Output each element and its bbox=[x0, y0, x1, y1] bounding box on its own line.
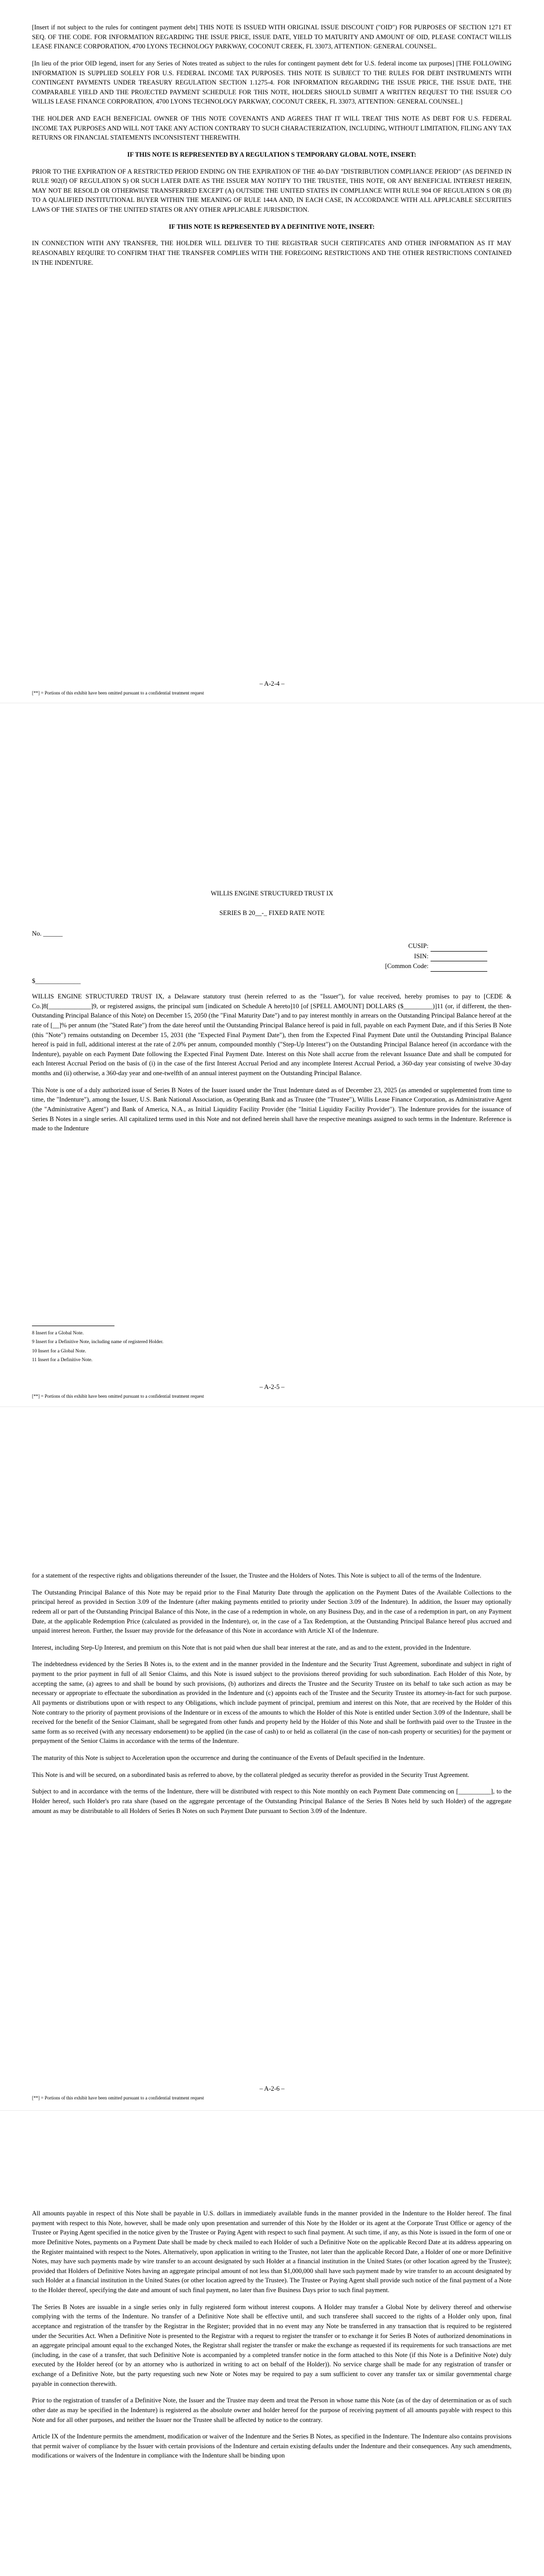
overdue-interest-paragraph: Interest, including Step-Up Interest, and premium on this Note that is not paid when due shall bear interest at the rate, and as and to the extent, provided in the Indenture. bbox=[32, 1643, 471, 1651]
page-number: – A-2-6 – bbox=[259, 2085, 285, 2092]
isin-blank bbox=[431, 952, 487, 962]
security-paragraph: This Note is and will be secured, on a subordinated basis as referred to above, by the collateral pledged as security therefor as provided in the Security Trust Agreement. bbox=[32, 1771, 470, 1778]
contingent-payment-legend-paragraph: [In lieu of the prior OID legend, insert for any Series of Notes treated as subject to the rules for contingent payment debt for U.S. federal income tax purposes] [THE FOLLOWING INFORMATION IS SUPPLIED SOLELY FOR U.S. FEDERAL INCOME TAX PURPOSES. THIS NOTE IS SUBJECT TO THE RULES FOR DEBT INSTRUMENTS WITH CONTINGENT PAYMENTS UNDER TREASURY REGULATION SECTION 1.1275-4. FOR INFORMATION REGARDING THE ISSUE PRICE, THE ISSUE DATE, THE COMPARABLE YIELD AND THE PROJECTED PAYMENT SCHEDULE FOR THIS NOTE, HOLDERS SHOULD SUBMIT A WRITTEN REQUEST TO THE ISSUER C/O WILLIS LEASE FINANCE CORPORATION, 4700 LYONS TECHNOLOGY PARKWAY, COCONUT CREEK, FL 33073, ATTENTION: GENERAL COUNSEL.] bbox=[32, 59, 512, 106]
footnote-9: 9 Insert for a Definitive Note, including name of registered Holder. bbox=[32, 1340, 163, 1345]
cusip-blank bbox=[431, 941, 487, 952]
note-series-title: SERIES B 20__-_ FIXED RATE NOTE bbox=[219, 909, 325, 917]
distribution-paragraph: Subject to and in accordance with the terms of the Indenture, there will be distributed with respect to this Note monthly on each Payment Date commencing on [__________], to the Holder hereof, such Holder's pro rata share (based on the aggregate percentage of the Outstanding Principal Balance of the Series B Notes held by such Holder) of the aggregate amount as may be distributable to all Holders of Series B Notes on such Payment Date pursuant to Section 3.09 of the Indenture. bbox=[32, 1788, 512, 1815]
footnote-11: 11 Insert for a Definitive Note. bbox=[32, 1357, 93, 1363]
document-page-a-2-5 bbox=[0, 703, 544, 1406]
footnotes bbox=[32, 1326, 512, 1366]
oid-legend-paragraph: [Insert if not subject to the rules for contingent payment debt] THIS NOTE IS ISSUED WITH ORIGINAL ISSUE DISCOUNT ("OID") FOR PURPOSES OF SECTION 1271 ET SEQ. OF THE CODE. FOR INFORMATION REGARDING THE ISSUE PRICE, ISSUE DATE, YIELD TO MATURITY AND AMOUNT OF OID, PLEASE CONTACT WILLIS LEASE FINANCE CORPORATION, 4700 LYONS TECHNOLOGY PARKWAY, COCONUT CREEK, FL 33073, ATTENTION: GENERAL COUNSEL. bbox=[32, 24, 512, 50]
amendment-paragraph: Article IX of the Indenture permits the amendment, modification or waiver of the Indenture and the Series B Notes, as specified in the Indenture. The Indenture also contains provisions that permit waiver of compliance by the Issuer with certain provisions of the Indenture and certain existing defaults under the Indenture and their consequences. Any such amendments, modifications or waivers of the Indenture in compliance with the Indenture shall be binding upon bbox=[32, 2433, 512, 2460]
isin-label: ISIN: bbox=[414, 952, 428, 960]
reg-s-heading: IF THIS NOTE IS REPRESENTED BY A REGULATION S TEMPORARY GLOBAL NOTE, INSERT: bbox=[127, 150, 417, 158]
note-number-line: No. ______ bbox=[32, 930, 63, 937]
document-page-a-2-4 bbox=[0, 0, 544, 703]
common-code-label: [Common Code: bbox=[385, 962, 428, 970]
footnote-8: 8 Insert for a Global Note. bbox=[32, 1331, 84, 1336]
subordination-paragraph: The indebtedness evidenced by the Series B Notes is, to the extent and in the manner provided in the Indenture and the Security Trust Agreement, subordinate and subject in right of payment to the prior payment in full of all Senior Claims, and this Note is issued subject to the provisions thereof providing for such subordination. Each Holder of this Note, by accepting the same, (a) agrees to and shall be bound by such provisions, (b) authorizes and directs the Trustee and the Security Trustee on its behalf to take such action as may be necessary or appropriate to effectuate the subordination as provided in the Indenture and (c) appoints each of the Trustee and the Security Trustee its attorney-in-fact for such purpose. All payments or distributions upon or with respect to any Obligations, which include payment of principal, premium and interest on this Note, that are received by the Holder of this Note contrary to the priority of payment provisions of the Indenture or in excess of the amounts to which the Holder of this Note is entitled under Section 3.09 of the Indenture, shall be received for the benefit of the Senior Claimant, shall be segregated from other funds and property held by the Holder of this Note and shall be forthwith paid over to the Trustee in the same form as so received (with any necessary endorsement) to be applied (in the case of cash) to or held as collateral (in the case of non-cash property or securities) for the payment or prepayment of the Senior Claims in accordance with the terms of the Indenture. bbox=[32, 1660, 512, 1745]
confidential-footer: [**] = Portions of this exhibit have been omitted pursuant to a confidential treatment request bbox=[32, 690, 204, 696]
page-body bbox=[32, 992, 512, 1141]
footnote-10: 10 Insert for a Global Note. bbox=[32, 1348, 86, 1354]
confidential-footer: [**] = Portions of this exhibit have been omitted pursuant to a confidential treatment request bbox=[32, 1394, 204, 1399]
cusip-row bbox=[353, 941, 487, 952]
confidential-footer: [**] = Portions of this exhibit have been omitted pursuant to a confidential treatment request bbox=[32, 2095, 204, 2100]
identifier-block bbox=[353, 941, 487, 972]
definitive-note-legend-paragraph: IN CONNECTION WITH ANY TRANSFER, THE HOLDER WILL DELIVER TO THE REGISTRAR SUCH CERTIFICATES AND OTHER INFORMATION AS IT MAY REASONABLY REQUIRE TO CONFIRM THAT THE TRANSFER COMPLIES WITH THE FOREGOING RESTRICTIONS AND THE OTHER RESTRICTIONS CONTAINED IN THE INDENTURE. bbox=[32, 240, 512, 266]
reg-s-legend-paragraph: PRIOR TO THE EXPIRATION OF A RESTRICTED PERIOD ENDING ON THE EXPIRATION OF THE 40-DAY "DISTRIBUTION COMPLIANCE PERIOD" (AS DEFINED IN RULE 902(f) OF REGULATION S) OR SUCH LATER DATE AS THE ISSUER MAY NOTIFY TO THE TRUSTEE, THIS NOTE, OR ANY BENEFICIAL INTEREST HEREIN, MAY NOT BE RESOLD OR OTHERWISE TRANSFERRED EXCEPT (A) OUTSIDE THE UNITED STATES IN COMPLIANCE WITH RULE 904 OF REGULATION S OR (B) TO A QUALIFIED INSTITUTIONAL BUYER WITHIN THE MEANING OF RULE 144A AND, IN EACH CASE, IN ACCORDANCE WITH ALL APPLICABLE SECURITIES LAWS OF THE STATES OF THE UNITED STATES OR ANY OTHER APPLICABLE JURISDICTION. bbox=[32, 167, 512, 213]
payment-manner-paragraph: All amounts payable in respect of this Note shall be payable in U.S. dollars in immediately available funds in the manner provided in the Indenture to the Holder hereof. The final payment with respect to this Note, however, shall be made only upon presentation and surrender of this Note by the Holder or its agent at the Corporate Trust Office or agency of the Trustee or Paying Agent specified in the notice given by the Trustee or Paying Agent with respect to such final payment. At such time, if any, as this Note is issued in the form of one or more Definitive Notes, payments on a Payment Date shall be made by check mailed to each Holder of such a Definitive Note on the applicable Record Date at its address appearing on the Register maintained with respect to the Notes. Alternatively, upon application in writing to the Trustee, not later than the applicable Record Date, a Holder of one or more Definitive Notes, may have such payments made by wire transfer to an account designated by such Holder at a financial institution in the United States (or other location agreed by the Trustee); provided that Holders of Definitive Notes having an aggregate principal amount of not less than $1,000,000 shall have such payment made by wire transfer to an account designated by such Holder at a financial institution in the United States (or other location agreed by the Trustee). The Trustee or Paying Agent shall provide such notice of the final payment of a Note to the Holder thereof, specifying the date and amount of such final payment, no later than five Business Days prior to such final payment. bbox=[32, 2210, 512, 2294]
common-code-row bbox=[353, 961, 487, 972]
cusip-label: CUSIP: bbox=[408, 942, 428, 950]
tax-treatment-paragraph: THE HOLDER AND EACH BENEFICIAL OWNER OF THIS NOTE COVENANTS AND AGREES THAT IT WILL TREAT THIS NOTE AS DEBT FOR U.S. FEDERAL INCOME TAX PURPOSES AND WILL NOT TAKE ANY ACTION CONTRARY TO SUCH CHARACTERIZATION, INCLUDING, WITHOUT LIMITATION, FILING ANY TAX RETURNS OR FINANCIAL STATEMENTS INCONSISTENT THEREWITH. bbox=[32, 115, 512, 142]
document-page-a-2-7 bbox=[0, 2111, 544, 2576]
page-number: – A-2-4 – bbox=[259, 680, 285, 687]
note-issuer-title: WILLIS ENGINE STRUCTURED TRUST IX bbox=[210, 890, 334, 897]
common-code-blank bbox=[431, 961, 487, 972]
page-body bbox=[32, 23, 512, 275]
document-page-a-2-6 bbox=[0, 1407, 544, 2110]
indenture-continuation-paragraph: for a statement of the respective rights and obligations thereunder of the Issuer, the Trustee and the Holders of Notes. This Note is subject to all of the terms of the Indenture. bbox=[32, 1572, 482, 1579]
page-body bbox=[32, 2209, 512, 2468]
page-number: – A-2-5 – bbox=[259, 1383, 285, 1391]
page-body bbox=[32, 1571, 512, 1823]
transfer-registration-paragraph: The Series B Notes are issuable in a single series only in fully registered form without interest coupons. A Holder may transfer a Global Note by delivery thereof and otherwise complying with the terms of the Indenture. No transfer of a Definitive Note shall be effective until, and such transferee shall succeed to the rights of a Holder only upon, final acceptance and registration of the transfer by the Registrar in the Register; provided that in no event may any Note be transferred in any transaction that is required to be registered under the Securities Act. When a Definitive Note is presented to the Registrar with a request to register the transfer or to exchange it for Series B Notes of authorized denominations in an aggregate principal amount equal to the exchanged Notes, the Registrar shall register the transfer or make the exchange as requested if its requirements for such transactions are met (including, in the case of a transfer, that such Definitive Note is accompanied by a completed transfer notice in the form attached to this Note (if this Note is a Definitive Note) duly executed by the Holder hereof (or by an attorney who is authorized in writing to act on behalf of the Holder)). No service charge shall be made for any registration of transfer or exchange of a Definitive Note, but the party requesting such new Note or Notes may be required to pay a sum sufficient to cover any transfer tax or similar governmental charge payable in connection therewith. bbox=[32, 2303, 512, 2387]
acceleration-paragraph: The maturity of this Note is subject to Acceleration upon the occurrence and during the continuance of the Events of Default specified in the Indenture. bbox=[32, 1754, 425, 1761]
indenture-reference-paragraph: This Note is one of a duly authorized issue of Series B Notes of the Issuer issued under the Trust Indenture dated as of December 23, 2025 (as amended or supplemented from time to time, the "Indenture"), among the Issuer, U.S. Bank National Association, as Operating Bank and as Trustee (the "Trustee"), Willis Lease Finance Corporation, as Administrative Agent (the "Administrative Agent") and Bank of America, N.A., as Initial Liquidity Facility Provider (the "Initial Liquidity Facility Provider"). The Indenture provides for the issuance of Series B Notes in a single series. All capitalized terms used in this Note and not defined herein shall have the respective meanings assigned to such terms in the Indenture. Reference is made to the Indenture bbox=[32, 1086, 512, 1132]
principal-amount-line: $______________ bbox=[32, 977, 81, 985]
owner-treatment-paragraph: Prior to the registration of transfer of a Definitive Note, the Issuer and the Trustee may deem and treat the Person in whose name this Note (as of the day of determination or as of such other date as may be specified in the Indenture) is registered as the absolute owner and holder hereof for the purpose of receiving payment of all amounts payable with respect to this Note and for all other purposes, and neither the Issuer nor the Trustee shall be affected by notice to the contrary. bbox=[32, 2397, 512, 2424]
repayment-redemption-paragraph: The Outstanding Principal Balance of this Note may be repaid prior to the Final Maturity Date through the application on the Payment Dates of the Available Collections to the principal hereof as provided in Section 3.09 of the Indenture (after making payments entitled to priority under Section 3.09 of the Indenture). In addition, the Issuer may optionally redeem all or part of the Outstanding Principal Balance of this Note, in the case of a redemption in whole, on any Business Day, and in the case of a redemption in part, on any Payment Date, at the applicable Redemption Price (calculated as provided in the Indenture), or, in the case of a Tax Redemption, at the Outstanding Principal Balance hereof plus accrued and unpaid interest hereon. Further, the Issuer may provide for the defeasance of this Note in accordance with Article XI of the Indenture. bbox=[32, 1588, 512, 1635]
definitive-note-heading: IF THIS NOTE IS REPRESENTED BY A DEFINITIVE NOTE, INSERT: bbox=[169, 223, 375, 230]
isin-row bbox=[353, 952, 487, 962]
promise-to-pay-paragraph: WILLIS ENGINE STRUCTURED TRUST IX, a Delaware statutory trust (herein referred to as the "Issuer"), for value received, hereby promises to pay to [CEDE & Co.]8[_____________]9, or registered assigns, the principal sum [indicated on Schedule A hereto]10 [of [SPELL AMOUNT] DOLLARS ($_________)]11 (or, if different, the then-Outstanding Principal Balance of this Note) on December 15, 2050 (the "Final Maturity Date") and to pay interest monthly in arrears on the Outstanding Principal Balance hereof at the rate of [__]% per annum (the "Stated Rate") from the date hereof until the Outstanding Principal Balance hereof is paid in full, payable on each Payment Date, and if this Series B Note (this "Note") remains outstanding on December 15, 2031 (the "Expected Final Payment Date"), then from the Expected Final Payment Date until the Outstanding Principal Balance hereof is paid in full, additional interest at the rate of 2.0% per annum, compounded monthly ("Step-Up Interest") on the Outstanding Principal Balance hereof (in accordance with the Indenture), payable on each Payment Date following the Expected Final Payment Date. Interest on this Note shall accrue from the relevant Issuance Date and shall be computed for each Interest Accrual Period on the basis of (i) in the case of the first Interest Accrual Period and any incomplete Interest Accrual Period, a 360-day year consisting of twelve 30-day months and (ii) otherwise, a 360-day year and one-twelfth of an annual interest payment on the Outstanding Principal Balance. bbox=[32, 993, 512, 1077]
